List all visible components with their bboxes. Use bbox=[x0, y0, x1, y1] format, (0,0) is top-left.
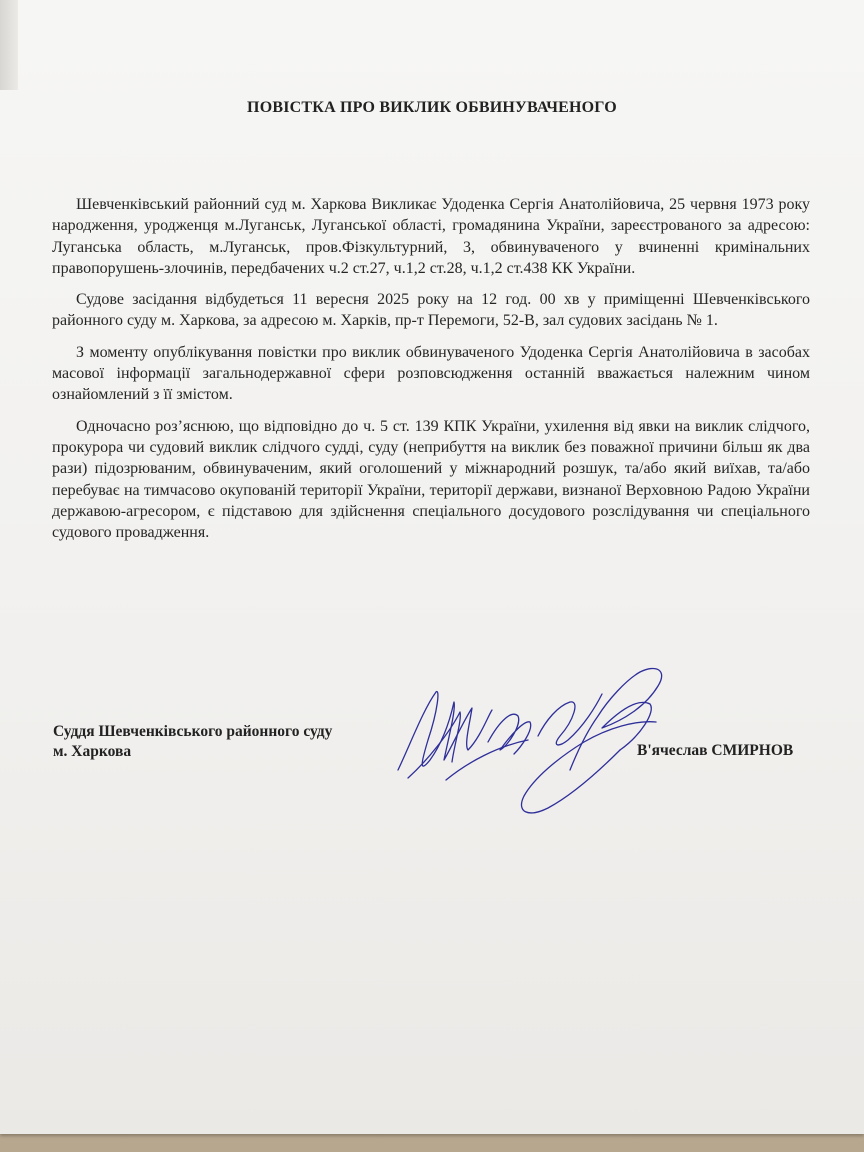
paragraph-publication: З моменту опублікування повістки про виклик обвинуваченого Удоденка Сергія Анатолійовича в засобах масової інформації загальнодержавної сфери розповсюдження останній вважається належним чином ознайомлений з її змістом. bbox=[52, 343, 810, 404]
paragraph-summons: Шевченківський районний суд м. Харкова Викликає Удоденка Сергія Анатолійовича, 25 червня 1973 року народження, уродженця м.Луганськ, Луганської області, громадянина України, зареєстрованого за адресою: Луганська область, м.Луганськ, пров.Фізкультурний, 3, обвинуваченого у вчиненні кримінальних правопорушень-злочинів, передбачених ч.2 ст.27, ч.1,2 ст.28, ч.1,2 ст.438 КК України. bbox=[52, 196, 810, 277]
paragraph-hearing: Судове засідання відбудеться 11 вересня 2025 року на 12 год. 00 хв у приміщенні Шевченківського районного суду м. Харкова, за адресою м. Харків, пр-т Перемоги, 52-В, зал судових засідань № 1. bbox=[52, 291, 810, 330]
handwritten-signature bbox=[388, 650, 678, 850]
underlying-sheet-edge bbox=[0, 0, 18, 90]
paragraph-explanation: Одночасно роз’яснюю, що відповідно до ч. 5 ст. 139 КПК України, ухилення від явки на виклик слідчого, прокурора чи судовий виклик слідчого судді, суду (неприбуття на виклик без поважної причини більш як два рази) підозрюваним, обвинуваченим, який оголошений у міжнародний розшук, та/або який виїхав, та/або перебуває на тимчасово окупованій території України, території держави, визнаної Верховною Радою України державою-агресором, є підставою для здійснення спеціального досудового розслідування чи спеціального судового провадження. bbox=[52, 417, 810, 542]
signatory-position-line2: м. Харкова bbox=[53, 743, 132, 760]
signatory-position bbox=[53, 722, 332, 762]
document-title: ПОВІСТКА ПРО ВИКЛИК ОБВИНУВАЧЕНОГО bbox=[247, 99, 617, 116]
document-body bbox=[52, 194, 810, 553]
signatory-position-line1: Суддя Шевченківського районного суду bbox=[53, 723, 333, 740]
signatory-name: В'ячеслав СМИРНОВ bbox=[637, 742, 794, 759]
